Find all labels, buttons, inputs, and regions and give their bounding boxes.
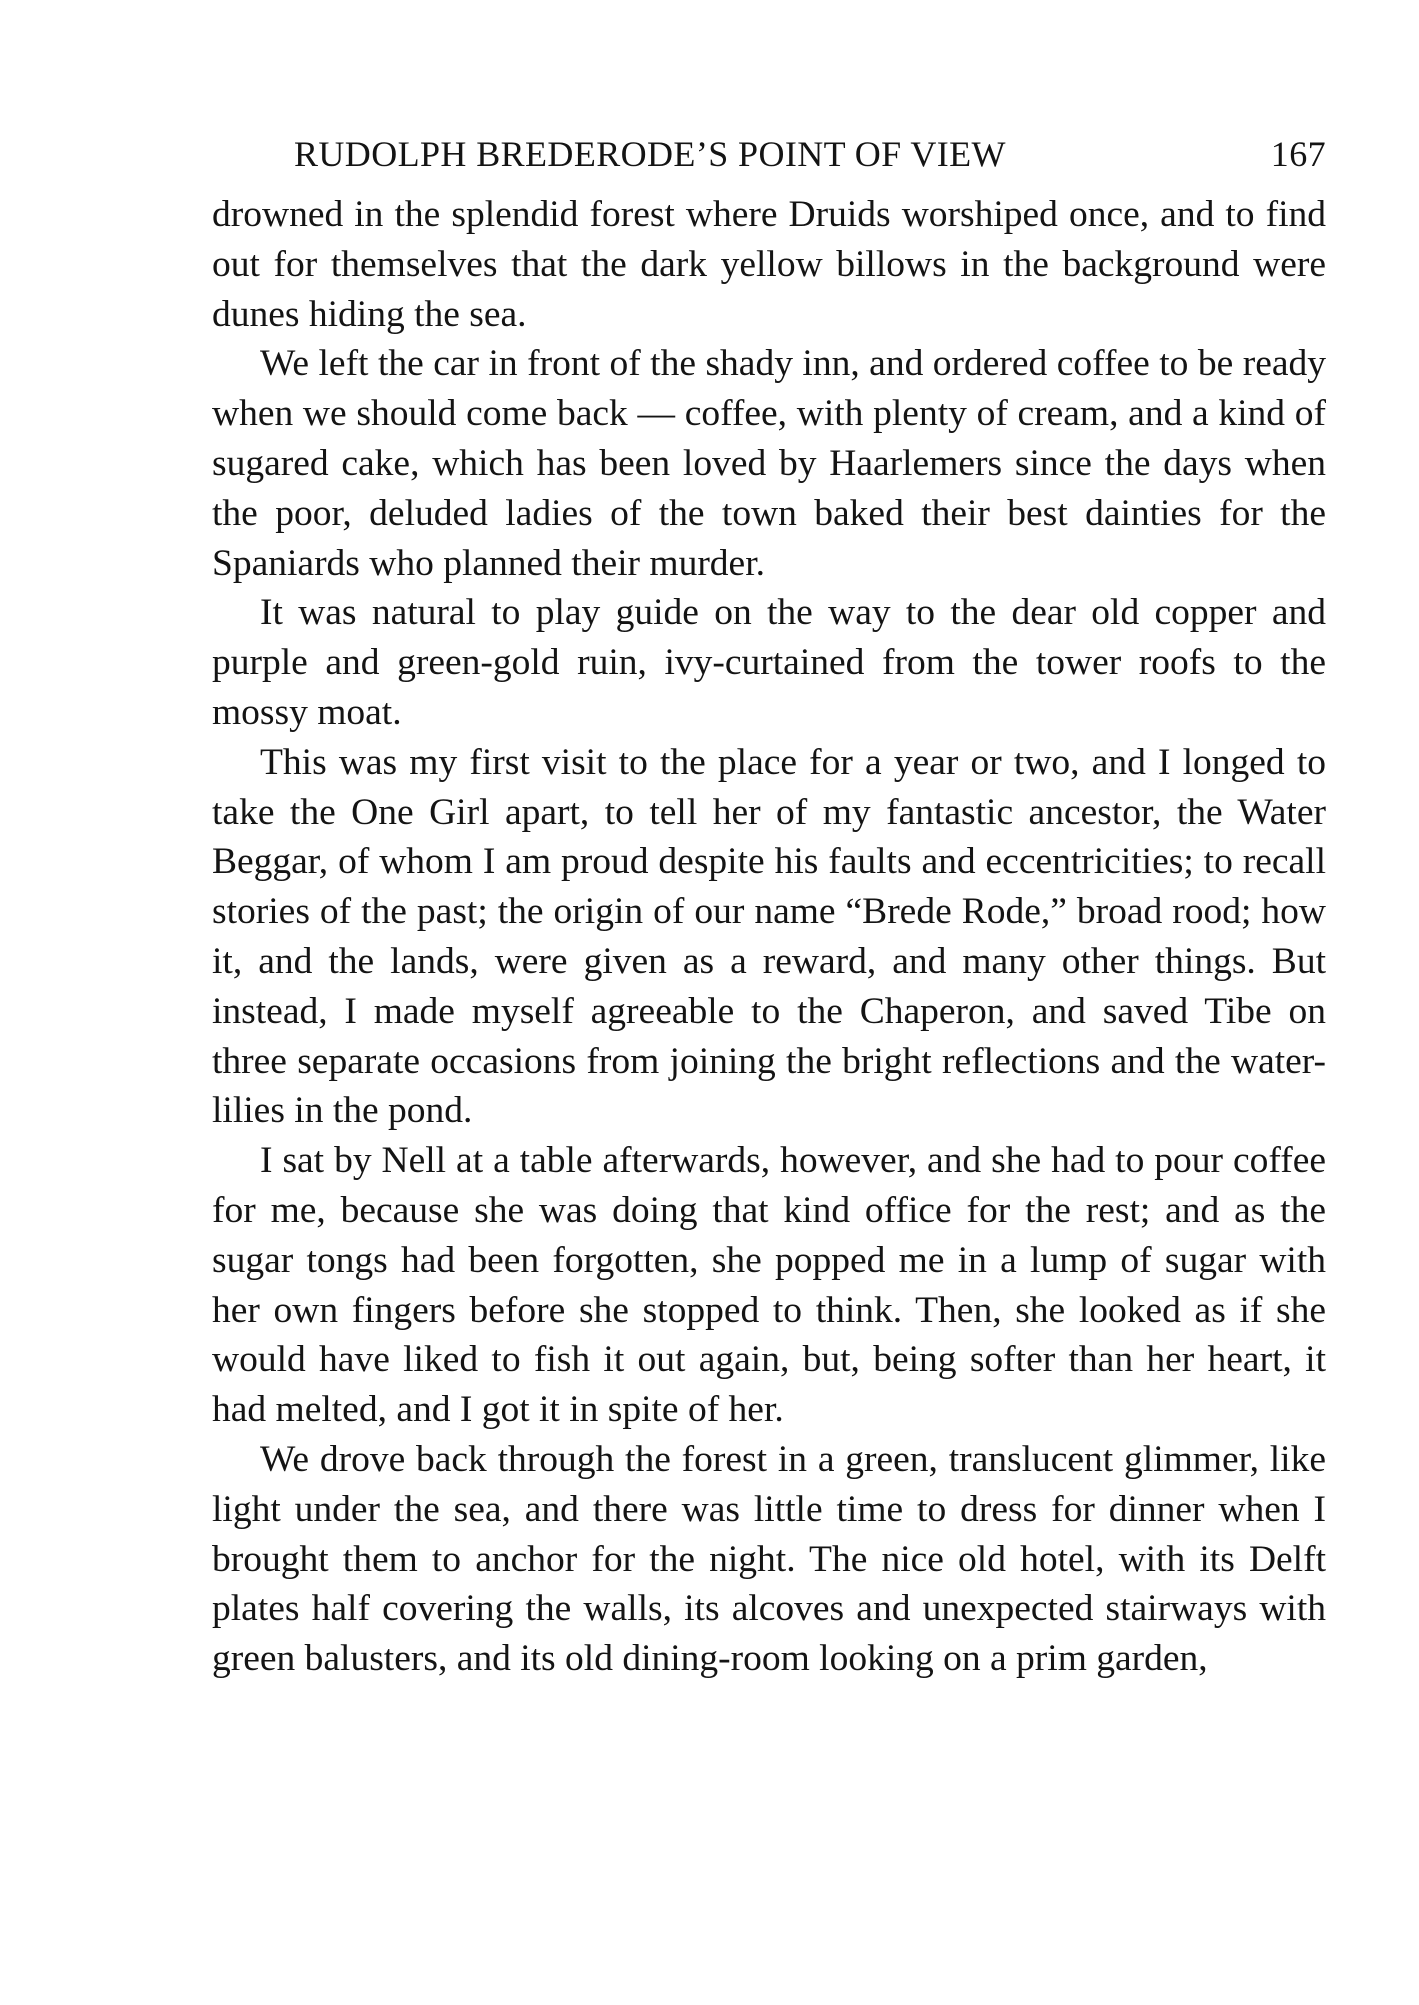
paragraph: We left the car in front of the shady inn, and ordered coffee to be ready when we should come back — coffee, with plenty of cream, and a kind of sugared cake, which has been loved by Haarlemers since the days when the poor, deluded ladies of the town baked their best dainties for the Spaniards who planned their murder. — [212, 343, 1326, 584]
running-head-title: RUDOLPH BREDERODE’S POINT OF VIEW — [294, 134, 1006, 174]
paragraph: This was my first visit to the place for a year or two, and I longed to take the One Girl apart, to tell her of my fantastic ancestor, the Water Beggar, of whom I am proud despite his faults and eccentricities; to recall stories of the past; the origin of our name “Brede Rode,” broad rood; how it, and the lands, were given as a reward, and many other things. But instead, I made myself agreeable to the Chaperon, and saved Tibe on three separate occasions from joining the bright reflections and the water-lilies in the pond. — [212, 741, 1326, 1132]
body-text — [212, 190, 1326, 1684]
paragraph: drowned in the splendid forest where Druids worshiped once, and to find out for themselves that the dark yellow billows in the background were dunes hiding the sea. — [212, 194, 1326, 335]
paragraph: I sat by Nell at a table afterwards, however, and she had to pour coffee for me, because she was doing that kind office for the rest; and as the sugar tongs had been forgotten, she popped me in a lump of sugar with her own fingers before she stopped to think. Then, she looked as if she would have liked to fish it out again, but, being softer than her heart, it had melted, and I got it in spite of her. — [212, 1140, 1326, 1431]
running-head — [277, 133, 1326, 185]
paragraph: We drove back through the forest in a green, translucent glimmer, like light under the sea, and there was little time to dress for dinner when I brought them to anchor for the night. The nice old hotel, with its Delft plates half covering the walls, its alcoves and unexpected stairways with green balusters, and its old dining-room looking on a prim garden, — [212, 1438, 1326, 1680]
page-number: 167 — [1270, 134, 1326, 174]
paragraph: It was natural to play guide on the way to the dear old copper and purple and green-gold ruin, ivy-curtained from the tower roofs to the mossy moat. — [212, 592, 1326, 733]
